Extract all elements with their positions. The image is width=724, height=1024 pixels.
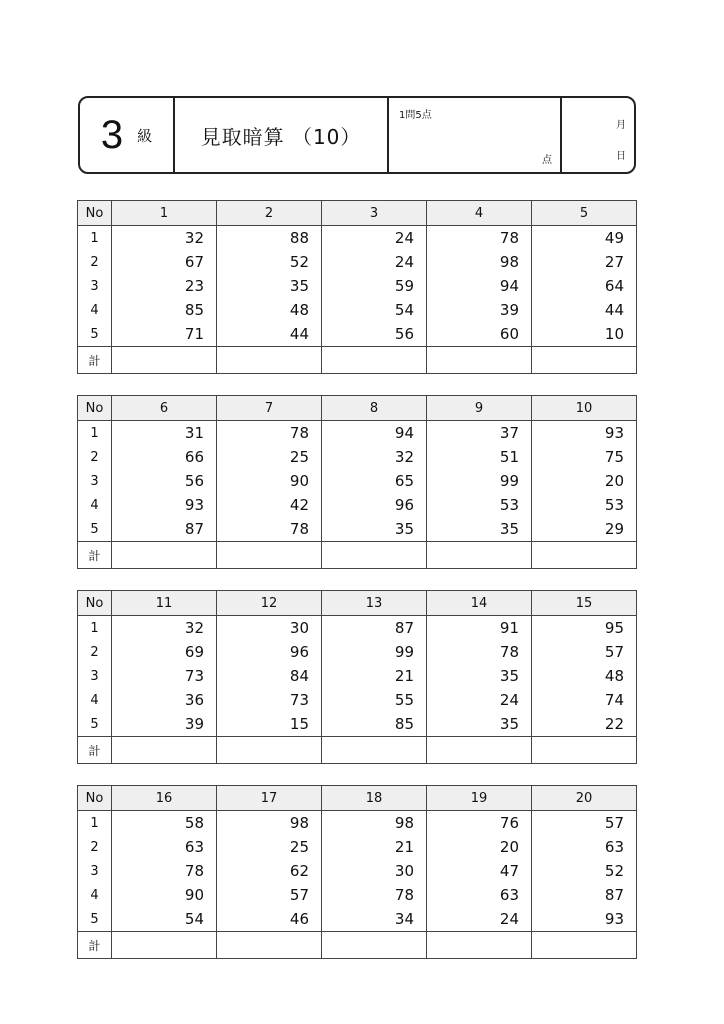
row-number: 2 xyxy=(78,250,112,274)
problem-number: 13 xyxy=(322,591,427,616)
total-label: 計 xyxy=(78,932,112,959)
answer-cell[interactable] xyxy=(322,737,427,764)
addend-cell: 42 xyxy=(217,493,322,517)
row-number: 4 xyxy=(78,883,112,907)
addend-cell: 25 xyxy=(217,835,322,859)
answer-cell[interactable] xyxy=(112,737,217,764)
problem-number: 5 xyxy=(532,201,637,226)
day-label: 日 xyxy=(616,151,626,162)
table-row xyxy=(78,835,637,859)
addend-cell: 32 xyxy=(112,616,217,641)
addend-cell: 88 xyxy=(217,226,322,251)
date-box[interactable] xyxy=(562,98,634,172)
answer-cell[interactable] xyxy=(427,542,532,569)
total-row xyxy=(78,347,637,374)
no-header: No xyxy=(78,201,112,226)
addend-cell: 54 xyxy=(112,907,217,932)
addend-cell: 63 xyxy=(427,883,532,907)
problem-number: 16 xyxy=(112,786,217,811)
addend-cell: 27 xyxy=(532,250,637,274)
addend-cell: 37 xyxy=(427,421,532,446)
addend-cell: 46 xyxy=(217,907,322,932)
addend-cell: 31 xyxy=(112,421,217,446)
addend-cell: 57 xyxy=(532,640,637,664)
total-row xyxy=(78,932,637,959)
no-header: No xyxy=(78,591,112,616)
table-row xyxy=(78,445,637,469)
addend-cell: 85 xyxy=(322,712,427,737)
addend-cell: 96 xyxy=(322,493,427,517)
addend-cell: 57 xyxy=(532,811,637,836)
addend-cell: 56 xyxy=(112,469,217,493)
addend-cell: 52 xyxy=(532,859,637,883)
answer-cell[interactable] xyxy=(322,932,427,959)
problem-table-3 xyxy=(77,590,637,764)
addend-cell: 59 xyxy=(322,274,427,298)
row-number: 1 xyxy=(78,421,112,446)
table-header-row xyxy=(78,201,637,226)
addend-cell: 34 xyxy=(322,907,427,932)
row-number: 2 xyxy=(78,445,112,469)
answer-cell[interactable] xyxy=(217,737,322,764)
addend-cell: 93 xyxy=(532,907,637,932)
table-row xyxy=(78,469,637,493)
problem-number: 11 xyxy=(112,591,217,616)
row-number: 5 xyxy=(78,907,112,932)
addend-cell: 35 xyxy=(427,664,532,688)
addend-cell: 23 xyxy=(112,274,217,298)
addend-cell: 53 xyxy=(532,493,637,517)
table-row xyxy=(78,421,637,446)
answer-cell[interactable] xyxy=(532,932,637,959)
addend-cell: 47 xyxy=(427,859,532,883)
answer-cell[interactable] xyxy=(217,347,322,374)
addend-cell: 35 xyxy=(322,517,427,542)
table-row xyxy=(78,226,637,251)
problem-table-2 xyxy=(77,395,637,569)
addend-cell: 54 xyxy=(322,298,427,322)
score-per-question: 1問5点 xyxy=(399,110,432,121)
row-number: 5 xyxy=(78,712,112,737)
addend-cell: 32 xyxy=(112,226,217,251)
addend-cell: 30 xyxy=(322,859,427,883)
table-row xyxy=(78,250,637,274)
addend-cell: 24 xyxy=(427,907,532,932)
addend-cell: 24 xyxy=(322,250,427,274)
row-number: 2 xyxy=(78,835,112,859)
grade-number: 3 xyxy=(100,113,124,157)
addend-cell: 21 xyxy=(322,835,427,859)
grade-box xyxy=(80,98,175,172)
table-header-row xyxy=(78,396,637,421)
problem-number: 15 xyxy=(532,591,637,616)
addend-cell: 78 xyxy=(217,517,322,542)
addend-cell: 30 xyxy=(217,616,322,641)
addend-cell: 90 xyxy=(112,883,217,907)
addend-cell: 39 xyxy=(427,298,532,322)
addend-cell: 57 xyxy=(217,883,322,907)
addend-cell: 44 xyxy=(217,322,322,347)
row-number: 1 xyxy=(78,811,112,836)
addend-cell: 96 xyxy=(217,640,322,664)
addend-cell: 84 xyxy=(217,664,322,688)
row-number: 3 xyxy=(78,274,112,298)
problem-number: 3 xyxy=(322,201,427,226)
problem-table-1 xyxy=(77,200,637,374)
row-number: 3 xyxy=(78,859,112,883)
addend-cell: 49 xyxy=(532,226,637,251)
addend-cell: 20 xyxy=(427,835,532,859)
total-label: 計 xyxy=(78,542,112,569)
addend-cell: 15 xyxy=(217,712,322,737)
addend-cell: 76 xyxy=(427,811,532,836)
addend-cell: 78 xyxy=(427,226,532,251)
addend-cell: 63 xyxy=(532,835,637,859)
addend-cell: 78 xyxy=(427,640,532,664)
addend-cell: 60 xyxy=(427,322,532,347)
answer-cell[interactable] xyxy=(427,737,532,764)
addend-cell: 94 xyxy=(427,274,532,298)
row-number: 3 xyxy=(78,664,112,688)
answer-cell[interactable] xyxy=(532,347,637,374)
row-number: 3 xyxy=(78,469,112,493)
table-row xyxy=(78,493,637,517)
addend-cell: 64 xyxy=(532,274,637,298)
row-number: 4 xyxy=(78,298,112,322)
table-row xyxy=(78,517,637,542)
row-number: 1 xyxy=(78,616,112,641)
addend-cell: 55 xyxy=(322,688,427,712)
answer-cell[interactable] xyxy=(532,542,637,569)
total-row xyxy=(78,737,637,764)
addend-cell: 58 xyxy=(112,811,217,836)
problem-table-4 xyxy=(77,785,637,959)
addend-cell: 78 xyxy=(217,421,322,446)
total-label: 計 xyxy=(78,737,112,764)
table-row xyxy=(78,322,637,347)
addend-cell: 85 xyxy=(112,298,217,322)
table-header-row xyxy=(78,786,637,811)
worksheet-title: 見取暗算 （10） xyxy=(175,98,389,172)
answer-cell[interactable] xyxy=(112,932,217,959)
addend-cell: 21 xyxy=(322,664,427,688)
total-row xyxy=(78,542,637,569)
problem-number: 8 xyxy=(322,396,427,421)
problem-number: 20 xyxy=(532,786,637,811)
table-row xyxy=(78,859,637,883)
total-label: 計 xyxy=(78,347,112,374)
addend-cell: 48 xyxy=(532,664,637,688)
table-row xyxy=(78,274,637,298)
addend-cell: 78 xyxy=(322,883,427,907)
addend-cell: 52 xyxy=(217,250,322,274)
table-row xyxy=(78,616,637,641)
answer-cell[interactable] xyxy=(322,542,427,569)
addend-cell: 87 xyxy=(322,616,427,641)
table-header-row xyxy=(78,591,637,616)
row-number: 5 xyxy=(78,322,112,347)
addend-cell: 87 xyxy=(532,883,637,907)
addend-cell: 10 xyxy=(532,322,637,347)
row-number: 2 xyxy=(78,640,112,664)
problem-number: 12 xyxy=(217,591,322,616)
problem-number: 7 xyxy=(217,396,322,421)
addend-cell: 69 xyxy=(112,640,217,664)
addend-cell: 25 xyxy=(217,445,322,469)
addend-cell: 24 xyxy=(427,688,532,712)
addend-cell: 63 xyxy=(112,835,217,859)
addend-cell: 56 xyxy=(322,322,427,347)
addend-cell: 20 xyxy=(532,469,637,493)
addend-cell: 65 xyxy=(322,469,427,493)
problem-number: 18 xyxy=(322,786,427,811)
addend-cell: 29 xyxy=(532,517,637,542)
no-header: No xyxy=(78,396,112,421)
no-header: No xyxy=(78,786,112,811)
addend-cell: 32 xyxy=(322,445,427,469)
addend-cell: 90 xyxy=(217,469,322,493)
row-number: 1 xyxy=(78,226,112,251)
grade-suffix: 級 xyxy=(137,126,153,145)
addend-cell: 99 xyxy=(322,640,427,664)
score-box[interactable] xyxy=(389,98,562,172)
addend-cell: 75 xyxy=(532,445,637,469)
answer-cell[interactable] xyxy=(217,542,322,569)
addend-cell: 66 xyxy=(112,445,217,469)
row-number: 5 xyxy=(78,517,112,542)
answer-cell[interactable] xyxy=(112,542,217,569)
answer-cell[interactable] xyxy=(322,347,427,374)
addend-cell: 22 xyxy=(532,712,637,737)
addend-cell: 67 xyxy=(112,250,217,274)
addend-cell: 39 xyxy=(112,712,217,737)
addend-cell: 91 xyxy=(427,616,532,641)
addend-cell: 73 xyxy=(217,688,322,712)
addend-cell: 36 xyxy=(112,688,217,712)
problem-number: 6 xyxy=(112,396,217,421)
table-row xyxy=(78,298,637,322)
row-number: 4 xyxy=(78,688,112,712)
addend-cell: 87 xyxy=(112,517,217,542)
addend-cell: 78 xyxy=(112,859,217,883)
table-row xyxy=(78,688,637,712)
score-unit: 点 xyxy=(542,155,552,166)
addend-cell: 53 xyxy=(427,493,532,517)
addend-cell: 44 xyxy=(532,298,637,322)
problem-number: 10 xyxy=(532,396,637,421)
problem-number: 4 xyxy=(427,201,532,226)
addend-cell: 35 xyxy=(217,274,322,298)
problem-number: 2 xyxy=(217,201,322,226)
addend-cell: 51 xyxy=(427,445,532,469)
answer-cell[interactable] xyxy=(112,347,217,374)
table-row xyxy=(78,712,637,737)
problem-number: 14 xyxy=(427,591,532,616)
addend-cell: 93 xyxy=(532,421,637,446)
addend-cell: 62 xyxy=(217,859,322,883)
table-row xyxy=(78,811,637,836)
addend-cell: 94 xyxy=(322,421,427,446)
addend-cell: 98 xyxy=(322,811,427,836)
addend-cell: 71 xyxy=(112,322,217,347)
table-row xyxy=(78,640,637,664)
addend-cell: 48 xyxy=(217,298,322,322)
answer-cell[interactable] xyxy=(532,737,637,764)
addend-cell: 35 xyxy=(427,712,532,737)
table-row xyxy=(78,883,637,907)
addend-cell: 99 xyxy=(427,469,532,493)
worksheet-header xyxy=(78,96,636,174)
table-row xyxy=(78,664,637,688)
addend-cell: 93 xyxy=(112,493,217,517)
row-number: 4 xyxy=(78,493,112,517)
addend-cell: 98 xyxy=(217,811,322,836)
answer-cell[interactable] xyxy=(427,347,532,374)
problem-number: 1 xyxy=(112,201,217,226)
addend-cell: 35 xyxy=(427,517,532,542)
problem-number: 19 xyxy=(427,786,532,811)
addend-cell: 95 xyxy=(532,616,637,641)
addend-cell: 74 xyxy=(532,688,637,712)
problem-number: 9 xyxy=(427,396,532,421)
answer-cell[interactable] xyxy=(427,932,532,959)
answer-cell[interactable] xyxy=(217,932,322,959)
addend-cell: 24 xyxy=(322,226,427,251)
addend-cell: 73 xyxy=(112,664,217,688)
table-row xyxy=(78,907,637,932)
problem-number: 17 xyxy=(217,786,322,811)
month-label: 月 xyxy=(616,120,626,131)
addend-cell: 98 xyxy=(427,250,532,274)
